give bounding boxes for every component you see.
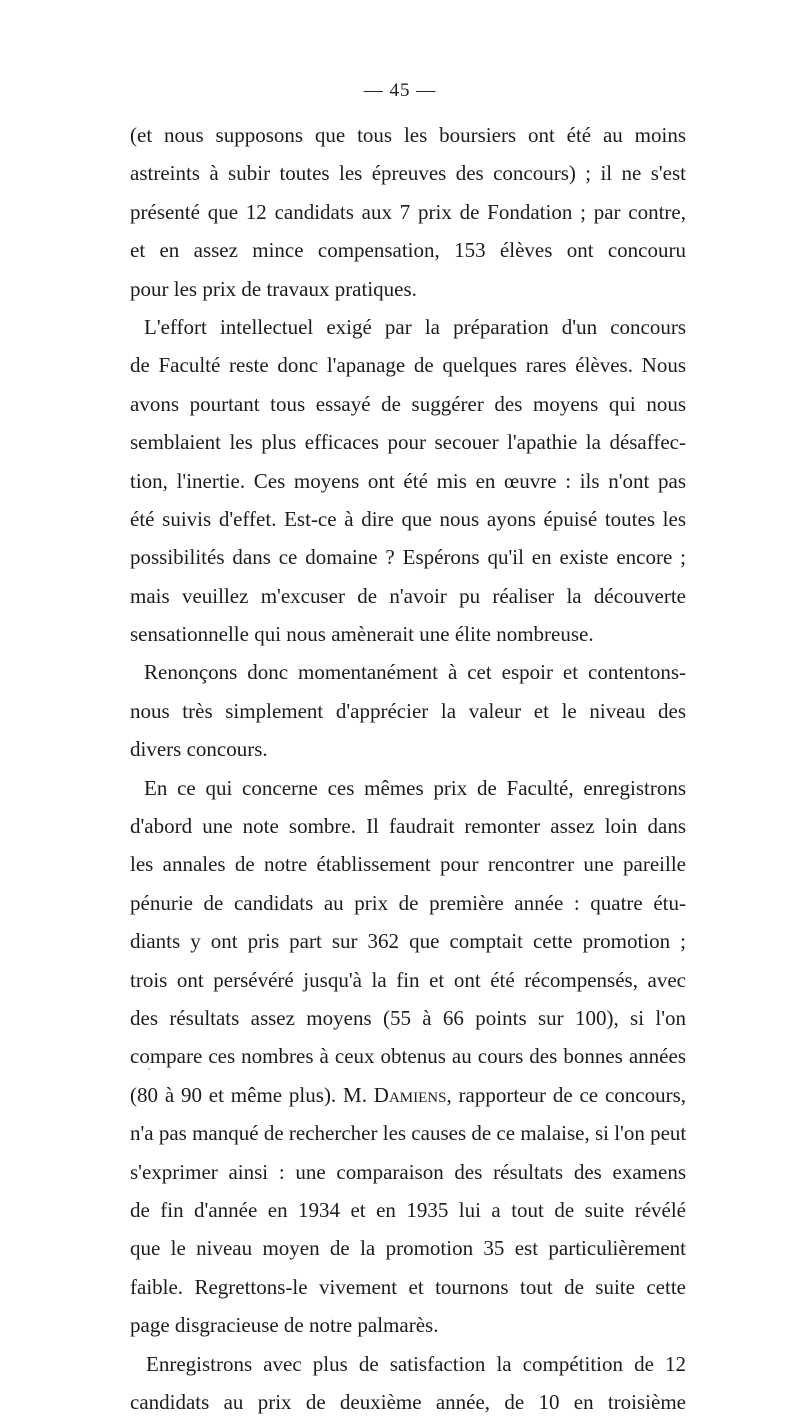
text-line-with-reporter [130,1076,686,1114]
text-line: s'exprimer ainsi : une comparaison des résultats des examens [130,1153,686,1191]
body-text [130,116,686,1421]
text-line: possibilités dans ce domaine ? Espérons qu'il en existe encore ; [130,538,686,576]
text-line: sensationnelle qui nous amènerait une élite nombreuse. [130,615,686,653]
reporter-name: Damiens [374,1083,447,1107]
text-line: diants y ont pris part sur 362 que comptait cette promotion ; [130,922,686,960]
text-line: faible. Regrettons-le vivement et tournons tout de suite cette [130,1268,686,1306]
text-line: pénurie de candidats au prix de première année : quatre étu- [130,884,686,922]
paragraph-5 [130,1345,686,1421]
text-line: avons pourtant tous essayé de suggérer des moyens qui nous [130,385,686,423]
text-line: divers concours. [130,730,686,768]
page-number: — 45 — [0,80,800,102]
text-line: n'a pas manqué de rechercher les causes de ce malaise, si l'on peut [130,1114,686,1152]
text-line: candidats au prix de deuxième année, de 10 en troisième [130,1383,686,1421]
text-line: mais veuillez m'excuser de n'avoir pu réaliser la découverte [130,577,686,615]
text-line: pour les prix de travaux pratiques. [130,270,686,308]
paper-speck [148,1068,150,1070]
text-line: des résultats assez moyens (55 à 66 points sur 100), si l'on [130,999,686,1037]
text-line: les annales de notre établissement pour rencontrer une pareille [130,845,686,883]
text-line: semblaient les plus efficaces pour secouer l'apathie la désaffec- [130,423,686,461]
paragraph-3 [130,653,686,768]
text-line: Renonçons donc momentanément à cet espoir et contentons- [130,653,686,691]
text-line-fragment: (80 à 90 et même plus). M. [130,1083,374,1107]
text-line: Enregistrons avec plus de satisfaction la compétition de 12 [130,1345,686,1383]
text-line: d'abord une note sombre. Il faudrait remonter assez loin dans [130,807,686,845]
text-line: de fin d'année en 1934 et en 1935 lui a tout de suite révélé [130,1191,686,1229]
text-line-fragment: , rapporteur de ce concours, [446,1083,686,1107]
paragraph-4 [130,769,686,1345]
text-line: de Faculté reste donc l'apanage de quelques rares élèves. Nous [130,346,686,384]
text-line: et en assez mince compensation, 153 élèves ont concouru [130,231,686,269]
text-line: astreints à subir toutes les épreuves des concours) ; il ne s'est [130,154,686,192]
text-line: L'effort intellectuel exigé par la préparation d'un concours [130,308,686,346]
text-line: trois ont persévéré jusqu'à la fin et ont été récompensés, avec [130,961,686,999]
text-line: tion, l'inertie. Ces moyens ont été mis en œuvre : ils n'ont pas [130,462,686,500]
text-line: (et nous supposons que tous les boursiers ont été au moins [130,116,686,154]
text-line: été suivis d'effet. Est-ce à dire que nous ayons épuisé toutes les [130,500,686,538]
paragraph-2 [130,308,686,654]
text-line: En ce qui concerne ces mêmes prix de Faculté, enregistrons [130,769,686,807]
paragraph-1 [130,116,686,308]
text-line: que le niveau moyen de la promotion 35 est particulièrement [130,1229,686,1267]
text-line: compare ces nombres à ceux obtenus au cours des bonnes années [130,1037,686,1075]
text-line: nous très simplement d'apprécier la valeur et le niveau des [130,692,686,730]
text-line: page disgracieuse de notre palmarès. [130,1306,686,1344]
text-line: présenté que 12 candidats aux 7 prix de Fondation ; par contre, [130,193,686,231]
